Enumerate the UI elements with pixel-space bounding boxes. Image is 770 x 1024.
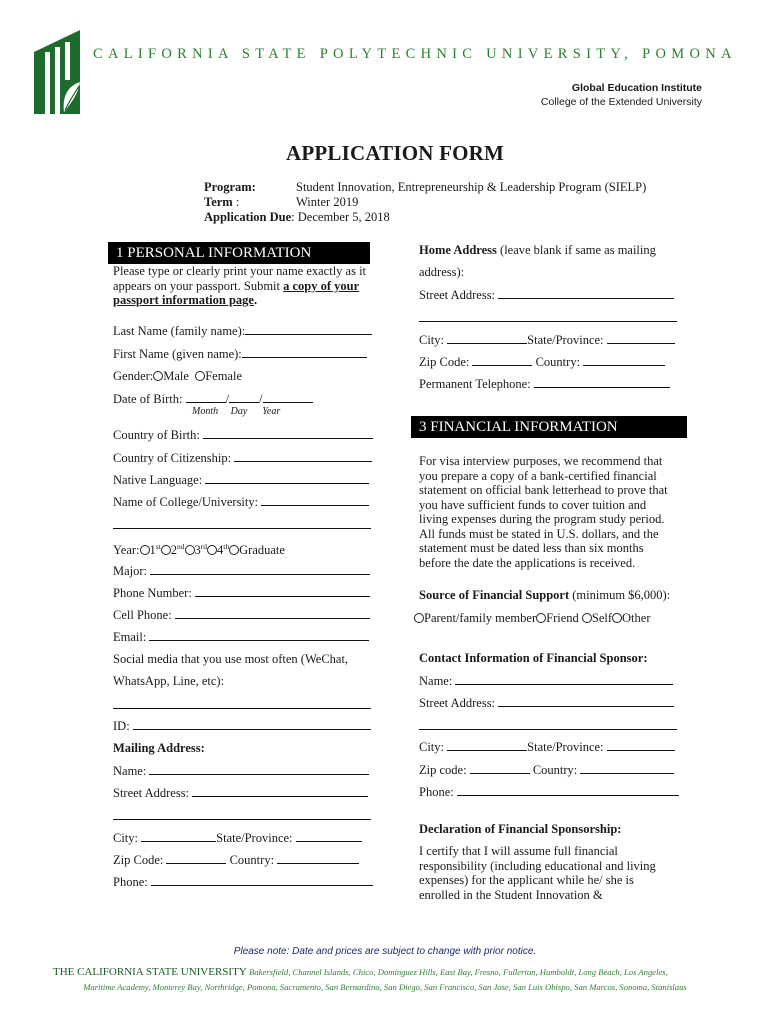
sponsor-street-line-2[interactable] bbox=[419, 717, 677, 735]
home-perm-phone-field[interactable]: Permanent Telephone: bbox=[419, 376, 670, 392]
dob-field[interactable]: Date of Birth: / / bbox=[113, 391, 313, 407]
college-field[interactable]: Name of College/University: bbox=[113, 494, 369, 510]
form-title: APPLICATION FORM bbox=[285, 141, 505, 165]
sponsor-zip-field[interactable]: Zip code: Country: bbox=[419, 762, 674, 778]
mailing-street-line-2[interactable] bbox=[113, 807, 371, 825]
source-options: Parent/family member Friend Self Other bbox=[414, 611, 651, 626]
college-name: College of the Extended University bbox=[540, 96, 702, 108]
gender-row: Gender: Male Female bbox=[113, 369, 242, 383]
mailing-heading: Mailing Address: bbox=[113, 741, 205, 755]
section1-heading: 1 PERSONAL INFORMATION bbox=[108, 242, 370, 264]
institute-name: Global Education Institute bbox=[571, 82, 702, 94]
sponsor-street-field[interactable]: Street Address: bbox=[419, 695, 674, 711]
graduate-radio[interactable] bbox=[229, 545, 239, 555]
male-radio[interactable] bbox=[153, 371, 163, 381]
phone-field[interactable]: Phone Number: bbox=[113, 585, 370, 601]
program-label-row: Program: bbox=[204, 180, 256, 194]
mailing-zip-field[interactable]: Zip Code: Country: bbox=[113, 852, 359, 868]
friend-radio[interactable] bbox=[536, 613, 546, 623]
sponsor-name-field[interactable]: Name: bbox=[419, 673, 673, 689]
university-name: CALIFORNIA STATE POLYTECHNIC UNIVERSITY, POMONA bbox=[93, 46, 737, 62]
year-4-radio[interactable] bbox=[207, 545, 217, 555]
mailing-name-field[interactable]: Name: bbox=[113, 763, 369, 779]
first-name-field[interactable]: First Name (given name): bbox=[113, 346, 367, 362]
home-heading-2: address): bbox=[419, 265, 465, 279]
financial-paragraph: For visa interview purposes, we recommend that you prepare a copy of a bank-certified financial statement on official bank letterhead to prove that you have sufficient funds to cover tuition and living expenses during the program study period. All funds must be stated in U.S. dollars, and the statement must be dated less than six months before the date the applications is received. bbox=[419, 454, 668, 570]
parent-radio[interactable] bbox=[414, 613, 424, 623]
section3-heading: 3 FINANCIAL INFORMATION bbox=[411, 416, 687, 438]
year-3-radio[interactable] bbox=[185, 545, 195, 555]
home-zip-field[interactable]: Zip Code: Country: bbox=[419, 354, 665, 370]
program-value: Student Innovation, Entrepreneurship & Leadership Program (SIELP) bbox=[296, 180, 647, 194]
csu-footer-line-2: Maritime Academy, Monterey Bay, Northridge, Pomona, Sacramento, San Bernardino, San Diego, San Francisco, San Jose, San Luis Obispo, San Marcos, Sonoma, Stanislaus bbox=[83, 982, 687, 992]
term-value: Winter 2019 bbox=[296, 195, 359, 209]
self-radio[interactable] bbox=[582, 613, 592, 623]
dob-legend: Month Day Year bbox=[192, 406, 281, 417]
sponsor-city-field[interactable]: City: State/Province: bbox=[419, 739, 675, 755]
mailing-street-field[interactable]: Street Address: bbox=[113, 785, 368, 801]
contact-heading: Contact Information of Financial Sponsor: bbox=[419, 651, 648, 665]
home-street-line-2[interactable] bbox=[419, 309, 677, 327]
email-field[interactable]: Email: bbox=[113, 629, 369, 645]
source-heading: Source of Financial Support (minimum $6,000): bbox=[419, 588, 671, 602]
cpp-logo bbox=[34, 30, 84, 119]
female-radio[interactable] bbox=[195, 371, 205, 381]
country-birth-field[interactable]: Country of Birth: bbox=[113, 427, 373, 443]
csu-footer-line-1: THE CALIFORNIA STATE UNIVERSITY Bakersfield, Channel Islands, Chico, Dominguez Hills, East Bay, Fresno, Fullerton, Humboldt, Long Beach, Los Angeles, bbox=[53, 966, 668, 978]
year-row: Year: 1st 2nd 3rd 4th Graduate bbox=[113, 542, 285, 558]
price-note: Please note: Date and prices are subject to change with prior notice. bbox=[233, 946, 537, 957]
sponsor-phone-field[interactable]: Phone: bbox=[419, 784, 679, 800]
mailing-city-field[interactable]: City: State/Province: bbox=[113, 830, 362, 846]
social-label-1: Social media that you use most often (WeChat, bbox=[113, 652, 349, 666]
other-radio[interactable] bbox=[612, 613, 622, 623]
mailing-phone-field[interactable]: Phone: bbox=[113, 874, 373, 890]
native-language-field[interactable]: Native Language: bbox=[113, 472, 369, 488]
major-field[interactable]: Major: bbox=[113, 563, 370, 579]
social-label-2: WhatsApp, Line, etc): bbox=[113, 674, 225, 688]
due-row: Application Due: December 5, 2018 bbox=[204, 210, 390, 224]
last-name-field[interactable]: Last Name (family name): bbox=[113, 323, 372, 339]
section1-intro: Please type or clearly print your name exactly as it appears on your passport. Submit a copy of your passport information page. bbox=[113, 264, 367, 307]
year-2-radio[interactable] bbox=[161, 545, 171, 555]
year-1-radio[interactable] bbox=[140, 545, 150, 555]
country-citizenship-field[interactable]: Country of Citizenship: bbox=[113, 450, 372, 466]
home-city-field[interactable]: City: State/Province: bbox=[419, 332, 675, 348]
college-line-2[interactable] bbox=[113, 516, 371, 534]
term-label: Term : bbox=[204, 195, 240, 209]
home-street-field[interactable]: Street Address: bbox=[419, 287, 674, 303]
home-heading: Home Address (leave blank if same as mailing bbox=[419, 243, 656, 257]
declaration-text: I certify that I will assume full financial responsibility (including educational and living expenses) for the applicant while he/ she is enrolled in the Student Innovation & bbox=[419, 844, 656, 902]
declaration-heading: Declaration of Financial Sponsorship: bbox=[419, 822, 622, 836]
cell-field[interactable]: Cell Phone: bbox=[113, 607, 370, 623]
social-line[interactable] bbox=[113, 696, 371, 714]
id-field[interactable]: ID: bbox=[113, 718, 371, 734]
